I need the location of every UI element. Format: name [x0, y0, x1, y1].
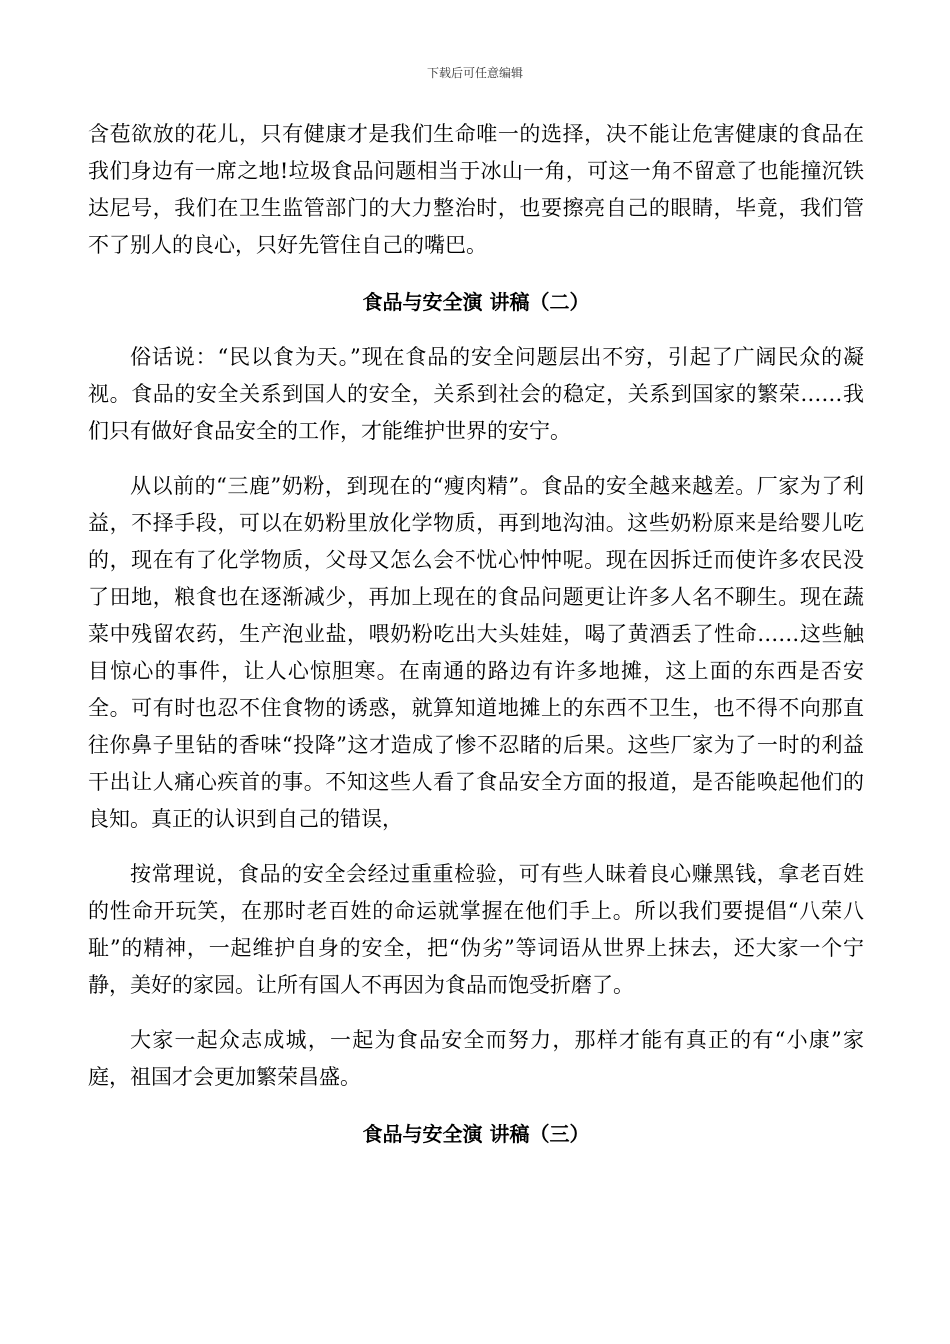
section-heading-3: 食品与安全演 讲稿（三） — [362, 1122, 590, 1146]
page-header: 下载后可任意编辑 — [426, 66, 523, 80]
paragraph-1: 俗话说：“民以食为天。”现在食品的安全问题层出不穷，引起了广阔民众的凝视。食品的安全关系到国人的安全，关系到社会的稳定，关系到国家的繁荣……我们只有做好食品安全的工作，才能维护世界的安宁。 — [88, 345, 864, 443]
paragraph-3: 按常理说，食品的安全会经过重重检验，可有些人昧着良心赚黑钱，拿老百姓的性命开玩笑，在那时老百姓的命运就掌握在他们手上。所以我们要提倡“八荣八耻”的精神，一起维护自身的安全，把“伪劣”等词语从世界上抹去，还大家一个宁静，美好的家园。让所有国人不再因为食品而饱受折磨了。 — [88, 862, 864, 997]
paragraph-4: 大家一起众志成城，一起为食品安全而努力，那样才能有真正的有“小康”家庭，祖国才会更加繁荣昌盛。 — [88, 1028, 864, 1089]
section-heading-2: 食品与安全演 讲稿（二） — [362, 290, 590, 314]
document-body — [88, 116, 864, 1153]
paragraph-intro-continuation: 含苞欲放的花儿，只有健康才是我们生命唯一的选择，决不能让危害健康的食品在我们身边有一席之地!垃圾食品问题相当于冰山一角，可这一角不留意了也能撞沉铁达尼号，我们在卫生监管部门的大力整治时，也要擦亮自己的眼睛，毕竟，我们管不了别人的良心，只好先管住自己的嘴巴。 — [88, 122, 864, 257]
paragraph-2: 从以前的“三鹿”奶粉，到现在的“瘦肉精”。食品的安全越来越差。厂家为了利益，不择手段，可以在奶粉里放化学物质，再到地沟油。这些奶粉原来是给婴儿吃的，现在有了化学物质，父母又怎么会不忧心忡忡呢。现在因拆迁而使许多农民没了田地，粮食也在逐渐减少，再加上现在的食品问题更让许多人名不聊生。现在蔬菜中残留农药，生产泡业盐，喂奶粉吃出大头娃娃，喝了黄酒丢了性命……这些触目惊心的事件，让人心惊胆寒。在南通的路边有许多地摊，这上面的东西是否安全。可有时也忍不住食物的诱惑，就算知道地摊上的东西不卫生，也不得不向那直往你鼻子里钻的香味“投降”这才造成了惨不忍睹的后果。这些厂家为了一时的利益干出让人痛心疾首的事。不知这些人看了食品安全方面的报道，是否能唤起他们的良知。真正的认识到自己的错误， — [88, 474, 864, 831]
